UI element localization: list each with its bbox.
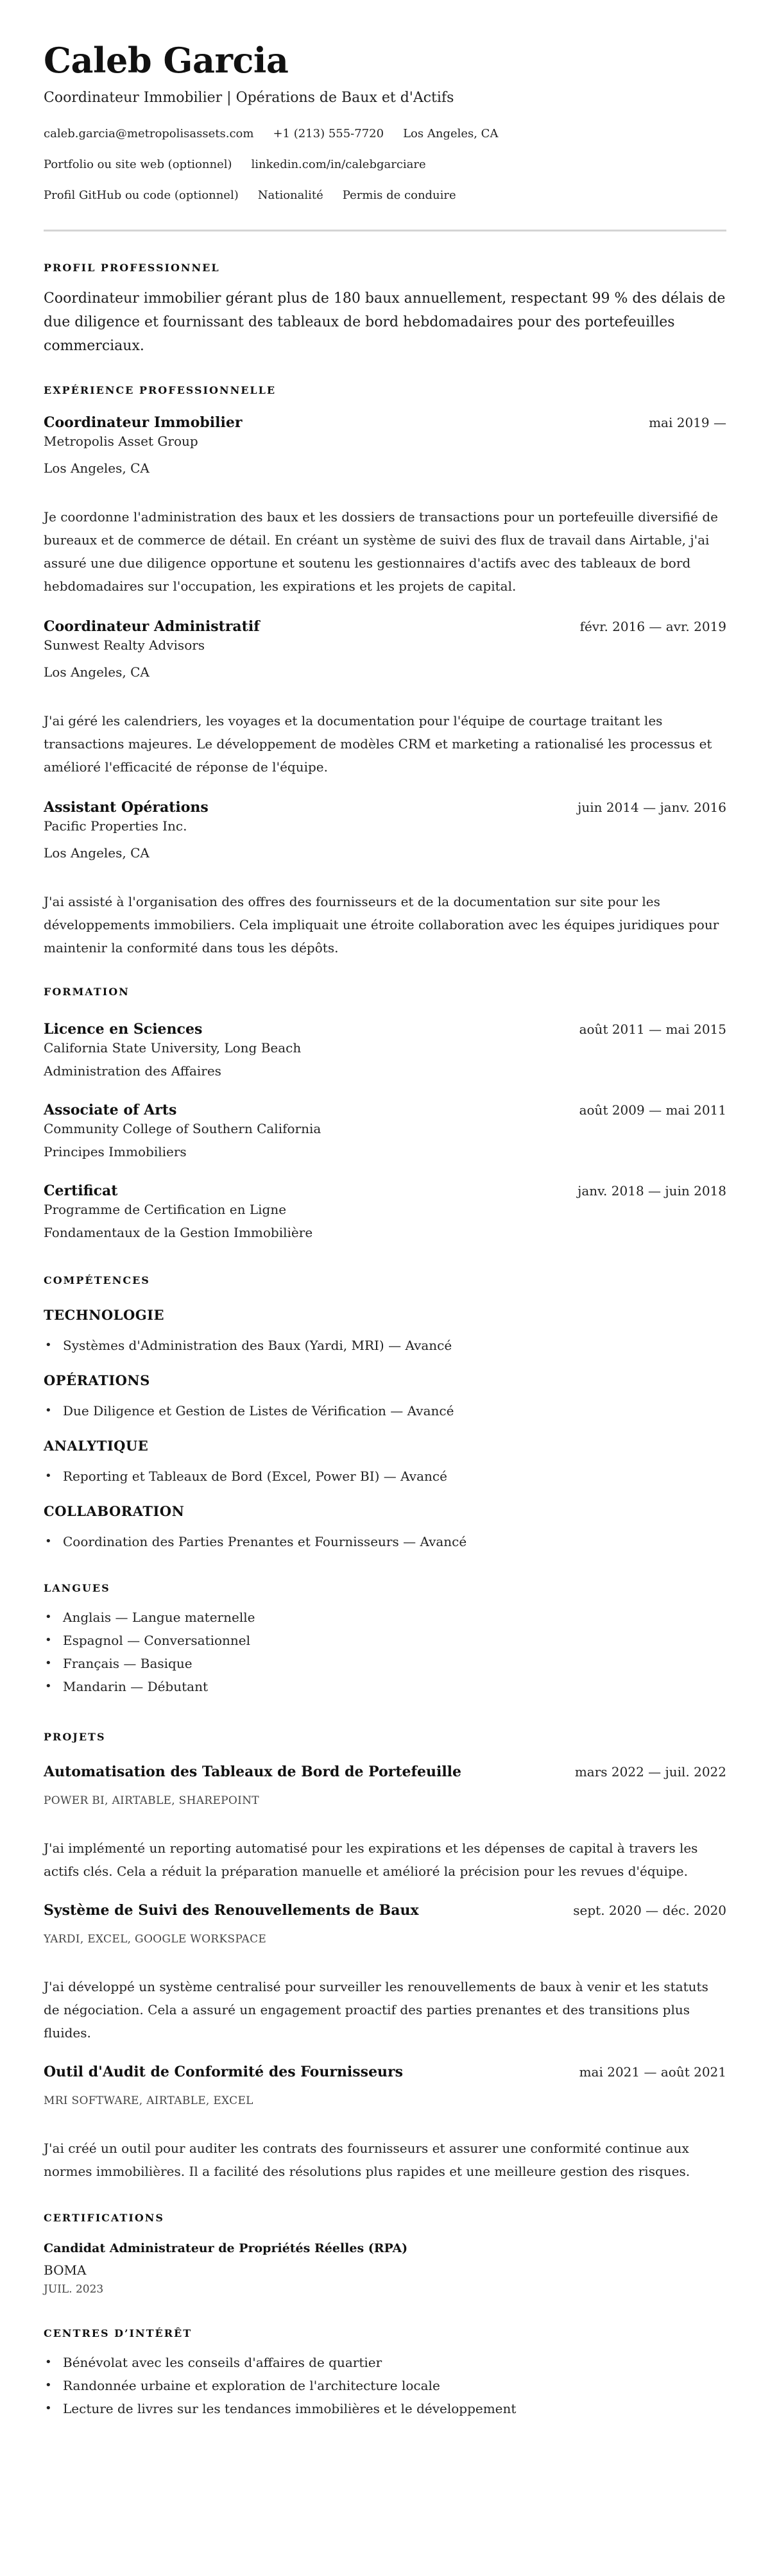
project-name: Automatisation des Tableaux de Bord de Portefeuille: [44, 1764, 462, 1780]
project-dates: mars 2022 — juil. 2022: [574, 1764, 726, 1780]
job-title: Assistant Opérations: [44, 799, 209, 816]
project-item: [44, 1901, 726, 2044]
education-item: [44, 1020, 726, 1080]
education-dates: août 2009 — mai 2011: [579, 1102, 726, 1118]
skill-item: • Coordination des Parties Prenantes et Fournisseurs — Avancé: [44, 1530, 726, 1553]
skill-item: • Reporting et Tableaux de Bord (Excel, Power BI) — Avancé: [44, 1465, 726, 1488]
job-dates: juin 2014 — janv. 2016: [578, 800, 726, 815]
email-link[interactable]: caleb.garcia@metropolisassets.com: [44, 127, 254, 140]
skills-group-title: COLLABORATION: [44, 1503, 185, 1519]
language-item: • Anglais — Langue maternelle: [44, 1606, 726, 1629]
languages-section: [44, 1581, 726, 1698]
portfolio-link[interactable]: Portfolio ou site web (optionnel): [44, 158, 232, 171]
skills-list: [44, 1465, 726, 1488]
section-title-experience: EXPÉRIENCE PROFESSIONNELLE: [44, 384, 277, 396]
resume-header: [44, 37, 726, 232]
project-name: Système de Suivi des Renouvellements de Baux: [44, 1902, 419, 1919]
job-dates: févr. 2016 — avr. 2019: [579, 619, 726, 634]
project-item: [44, 1762, 726, 1883]
job-dates: mai 2019 —: [649, 415, 726, 430]
section-title-languages: LANGUES: [44, 1582, 110, 1594]
project-tags: MRI SOFTWARE, AIRTABLE, EXCEL: [44, 2094, 253, 2107]
section-title-interests: CENTRES D’INTÉRÊT: [44, 2327, 193, 2339]
projects-section: [44, 1730, 726, 2183]
languages-list: [44, 1606, 726, 1698]
project-name: Outil d'Audit de Conformité des Fournisseurs: [44, 2064, 404, 2080]
degree-title: Associate of Arts: [44, 1102, 177, 1118]
language-item: • Espagnol — Conversationnel: [44, 1629, 726, 1652]
school-name: California State University, Long Beach: [44, 1040, 302, 1056]
skill-item: • Systèmes d'Administration des Baux (Yardi, MRI) — Avancé: [44, 1334, 726, 1357]
section-title-education: FORMATION: [44, 986, 130, 998]
location: Los Angeles, CA: [403, 127, 499, 140]
header-divider: [44, 230, 726, 232]
job-title: Coordinateur Immobilier: [44, 414, 243, 431]
skills-list: [44, 1530, 726, 1553]
job-description: J'ai géré les calendriers, les voyages et la documentation pour l'équipe de courtage traitant les transactions majeures. Le développement de modèles CRM et marketing a rationalisé les processus et amélioré l'efficacité de réponse de l'équipe.: [44, 713, 712, 775]
school-name: Community College of Southern California: [44, 1121, 321, 1136]
section-title-skills: COMPÉTENCES: [44, 1274, 150, 1286]
skills-group: [44, 1371, 726, 1422]
project-description: J'ai implémenté un reporting automatisé pour les expirations et les dépenses de capital à travers les actifs clés. Cela a réduit la préparation manuelle et amélioré la précision pour les revues d'équipe.: [44, 1840, 698, 1879]
job-title: Coordinateur Administratif: [44, 618, 260, 635]
education-dates: août 2011 — mai 2015: [579, 1022, 726, 1037]
experience-item: [44, 617, 726, 779]
phone-number[interactable]: +1 (213) 555-7720: [273, 127, 384, 140]
degree-title: Licence en Sciences: [44, 1021, 203, 1038]
skills-group-title: TECHNOLOGIE: [44, 1307, 164, 1323]
project-tags: YARDI, EXCEL, GOOGLE WORKSPACE: [44, 1933, 267, 1946]
education-dates: janv. 2018 — juin 2018: [578, 1183, 726, 1199]
skills-section: [44, 1274, 726, 1553]
project-description: J'ai créé un outil pour auditer les contrats des fournisseurs et assurer une conformité continue aux normes immobilières. Il a facilité des résolutions plus rapides et une meilleure gestion des risques.: [44, 2141, 690, 2179]
linkedin-link[interactable]: linkedin.com/in/calebgarciare: [251, 158, 426, 171]
certification-name: Candidat Administrateur de Propriétés Réelles (RPA): [44, 2241, 408, 2255]
job-description: Je coordonne l'administration des baux et les dossiers de transactions pour un portefeuille diversifié de bureaux et de commerce de détail. En créant un système de suivi des flux de travail dans Airtable, j'ai assuré une due diligence opportune et soutenu les gestionnaires d'actifs avec des tableaux de bord hebdomadaires sur l'occupation, les expirations et les projets de capital.: [44, 509, 719, 594]
language-item: • Mandarin — Débutant: [44, 1675, 726, 1698]
degree-title: Certificat: [44, 1183, 118, 1199]
company-name: Metropolis Asset Group: [44, 434, 198, 449]
contact-row-primary: [44, 126, 726, 142]
contact-row-extra: [44, 187, 726, 204]
candidate-name: Caleb Garcia: [44, 40, 289, 81]
education-item: [44, 1181, 726, 1242]
school-name: Programme de Certification en Ligne: [44, 1202, 287, 1217]
skills-group: [44, 1502, 726, 1553]
drivers-license: Permis de conduire: [342, 189, 456, 202]
job-description: J'ai assisté à l'organisation des offres des fournisseurs et de la documentation sur site pour les développements immobiliers. Cela impliquait une étroite collaboration avec les équipes juridiques pour maintenir la conformité dans tous les dépôts.: [44, 894, 719, 955]
company-name: Pacific Properties Inc.: [44, 818, 187, 834]
education-section: [44, 985, 726, 1242]
certification-item: [44, 2239, 726, 2297]
skills-group-title: ANALYTIQUE: [44, 1438, 149, 1454]
job-location: Los Angeles, CA: [44, 845, 150, 861]
field-of-study: Administration des Affaires: [44, 1063, 221, 1079]
skills-list: [44, 1399, 726, 1422]
company-name: Sunwest Realty Advisors: [44, 637, 205, 653]
job-location: Los Angeles, CA: [44, 460, 150, 476]
certification-issuer: BOMA: [44, 2262, 87, 2278]
interests-section: [44, 2327, 726, 2420]
project-description: J'ai développé un système centralisé pour surveiller les renouvellements de baux à venir et les statuts de négociation. Cela a assuré un engagement proactif des parties prenantes et des transitions plus fluides.: [44, 1979, 708, 2041]
skills-group: [44, 1436, 726, 1488]
interest-item: • Bénévolat avec les conseils d'affaires de quartier: [44, 2351, 726, 2374]
interest-item: • Randonnée urbaine et exploration de l'architecture locale: [44, 2374, 726, 2397]
contact-row-links: [44, 156, 726, 173]
project-item: [44, 2062, 726, 2183]
interest-item: • Lecture de livres sur les tendances immobilières et le développement: [44, 2397, 726, 2420]
interests-list: [44, 2351, 726, 2420]
github-link[interactable]: Profil GitHub ou code (optionnel): [44, 189, 239, 202]
section-title-certifications: CERTIFICATIONS: [44, 2212, 164, 2224]
skills-group: [44, 1306, 726, 1357]
field-of-study: Principes Immobiliers: [44, 1144, 187, 1159]
project-dates: mai 2021 — août 2021: [579, 2064, 726, 2080]
nationality: Nationalité: [257, 189, 323, 202]
certification-date: JUIL. 2023: [44, 2283, 104, 2296]
section-title-profile: PROFIL PROFESSIONNEL: [44, 262, 220, 274]
language-item: • Français — Basique: [44, 1652, 726, 1675]
skills-list: [44, 1334, 726, 1357]
experience-item: [44, 413, 726, 598]
project-tags: POWER BI, AIRTABLE, SHAREPOINT: [44, 1794, 259, 1807]
profile-summary: Coordinateur immobilier gérant plus de 180 baux annuellement, respectant 99 % des délais de due diligence et fournissant des tableaux de bord hebdomadaires pour des portefeuilles commerciaux.: [44, 290, 726, 354]
education-item: [44, 1100, 726, 1161]
job-location: Los Angeles, CA: [44, 664, 150, 680]
project-dates: sept. 2020 — déc. 2020: [573, 1903, 726, 1918]
experience-item: [44, 798, 726, 959]
skill-item: • Due Diligence et Gestion de Listes de Vérification — Avancé: [44, 1399, 726, 1422]
headline: Coordinateur Immobilier | Opérations de Baux et d'Actifs: [44, 90, 454, 106]
field-of-study: Fondamentaux de la Gestion Immobilière: [44, 1225, 313, 1240]
certifications-section: [44, 2211, 726, 2297]
skills-group-title: OPÉRATIONS: [44, 1372, 150, 1388]
section-title-projects: PROJETS: [44, 1731, 106, 1743]
experience-section: [44, 383, 726, 959]
profile-section: [44, 261, 726, 358]
